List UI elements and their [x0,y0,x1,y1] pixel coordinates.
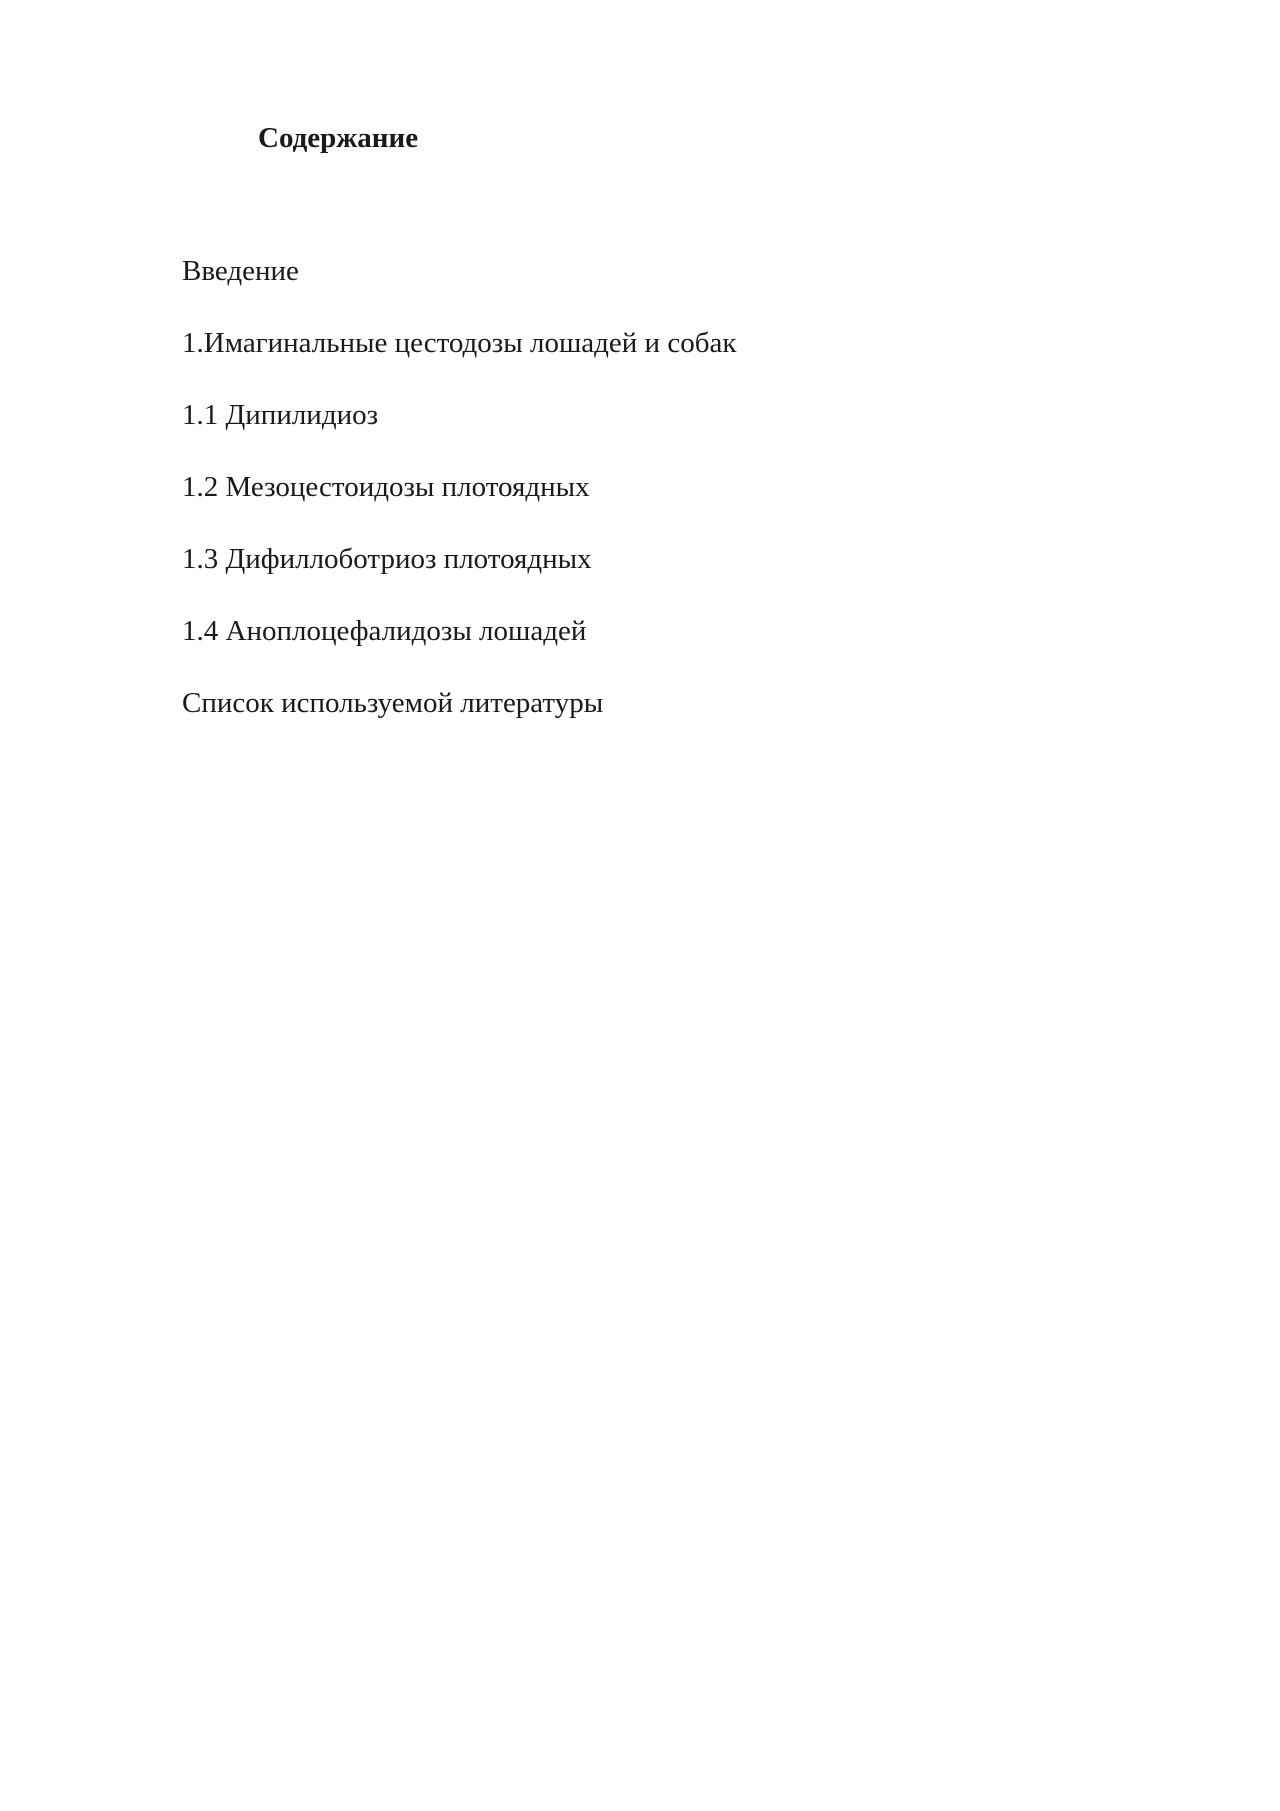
toc-item-chapter-1: 1.Имагинальные цестодозы лошадей и собак [182,327,737,359]
toc-item-section-1-2: 1.2 Мезоцестоидозы плотоядных [182,471,590,503]
toc-item-introduction: Введение [182,255,299,287]
toc-item-references: Список используемой литературы [182,687,604,719]
toc-item-section-1-1: 1.1 Дипилидиоз [182,399,379,431]
toc-item-section-1-3: 1.3 Дифиллоботриоз плотоядных [182,543,592,575]
page-title: Содержание [258,122,419,154]
table-of-contents [182,251,736,755]
toc-item-section-1-4: 1.4 Аноплоцефалидозы лошадей [182,615,587,647]
